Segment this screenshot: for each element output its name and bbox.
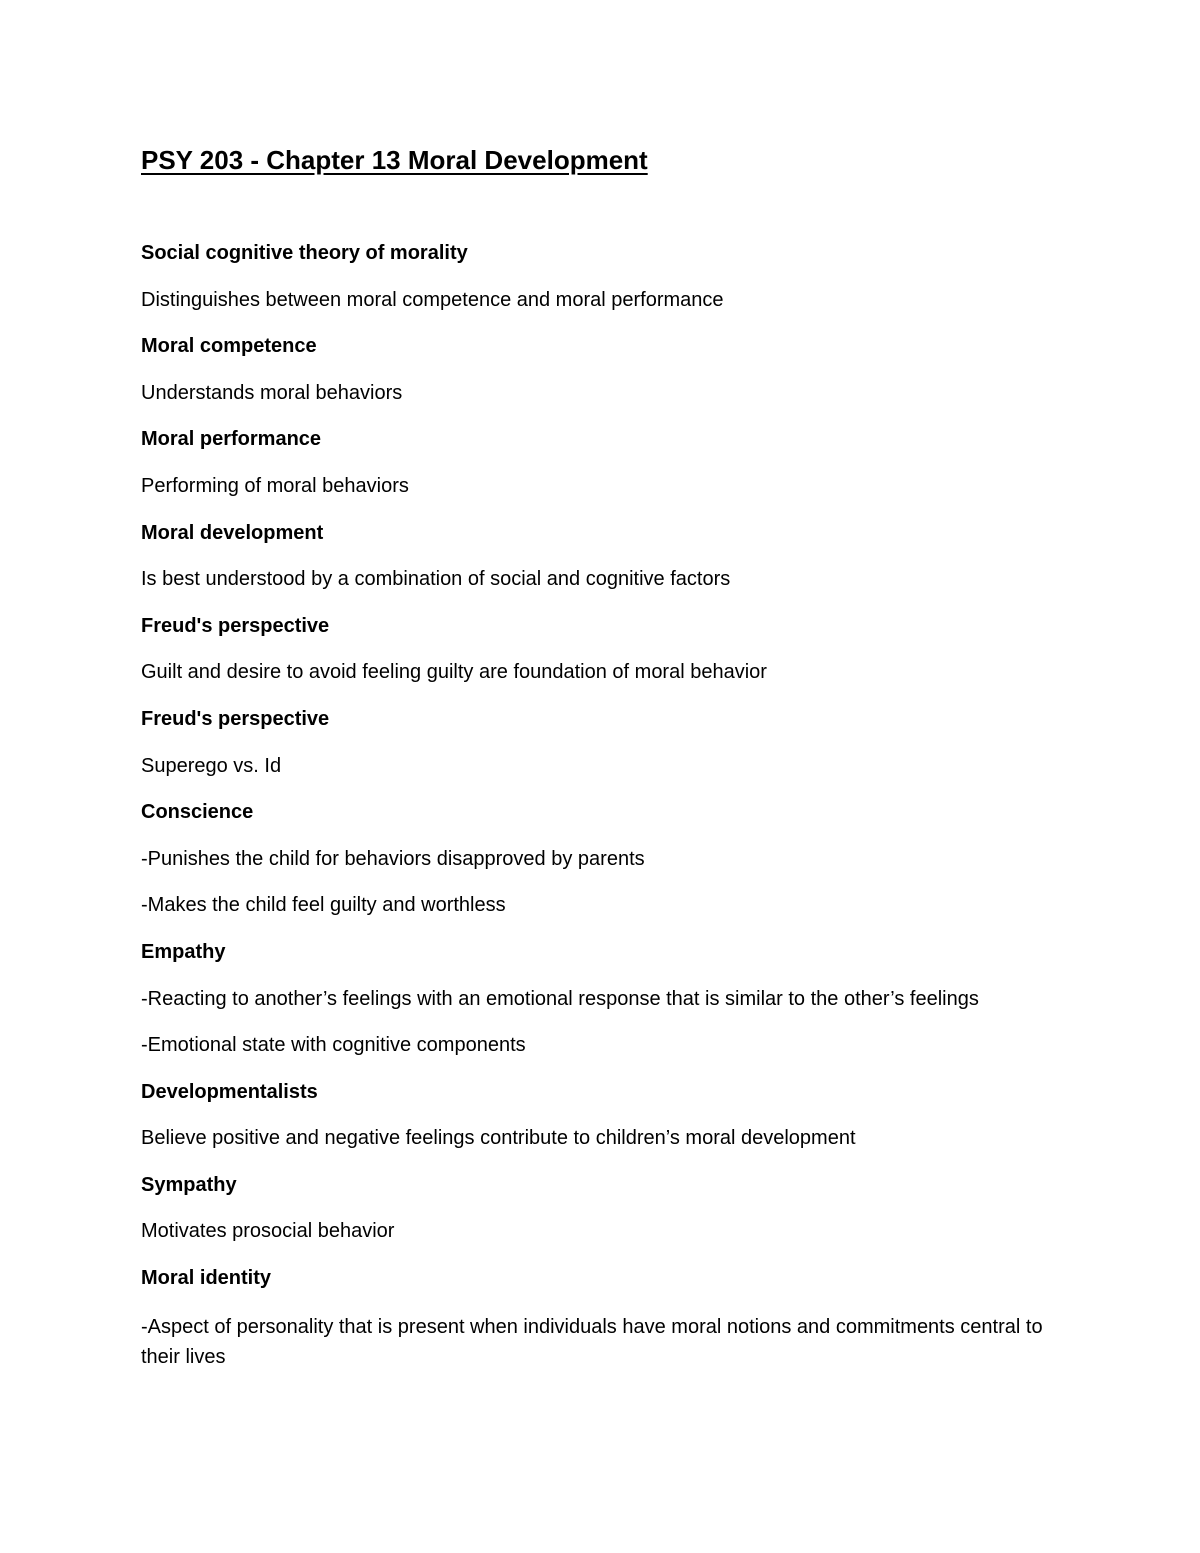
- term-heading: Moral performance: [141, 428, 322, 451]
- term-heading: Social cognitive theory of morality: [141, 242, 468, 264]
- definition-text: Performing of moral behaviors: [141, 474, 409, 497]
- term-heading: Moral identity: [141, 1267, 272, 1290]
- definition-text: -Makes the child feel guilty and worthless: [141, 894, 506, 917]
- definition-text: -Emotional state with cognitive components: [141, 1034, 526, 1057]
- definition-text: -Reacting to another’s feelings with an emotional response that is similar to the other’s feelings: [141, 987, 979, 1010]
- term-heading: Developmentalists: [141, 1080, 318, 1103]
- term-heading: Moral development: [141, 521, 324, 544]
- notes-body: [141, 240, 1081, 1392]
- document-title: PSY 203 - Chapter 13 Moral Development: [141, 145, 648, 175]
- term-heading: Conscience: [141, 801, 254, 824]
- term-heading: Freud's perspective: [141, 707, 330, 730]
- term-heading: Empathy: [141, 940, 226, 963]
- term-heading: Sympathy: [141, 1173, 237, 1196]
- definition-text: -Aspect of personality that is present when individuals have moral notions and commitments central to their lives: [141, 1315, 1043, 1368]
- definition-text: -Punishes the child for behaviors disapproved by parents: [141, 847, 645, 870]
- term-heading: Freud's perspective: [141, 614, 330, 637]
- definition-text: Is best understood by a combination of social and cognitive factors: [141, 568, 731, 591]
- definition-text: Understands moral behaviors: [141, 381, 403, 404]
- term-heading: Moral competence: [141, 335, 317, 358]
- definition-text: Distinguishes between moral competence and moral performance: [141, 288, 724, 311]
- definition-text: Guilt and desire to avoid feeling guilty are foundation of moral behavior: [141, 661, 767, 684]
- definition-text: Believe positive and negative feelings contribute to children’s moral development: [141, 1127, 856, 1150]
- definition-text: Superego vs. Id: [141, 754, 282, 777]
- definition-text: Motivates prosocial behavior: [141, 1220, 395, 1243]
